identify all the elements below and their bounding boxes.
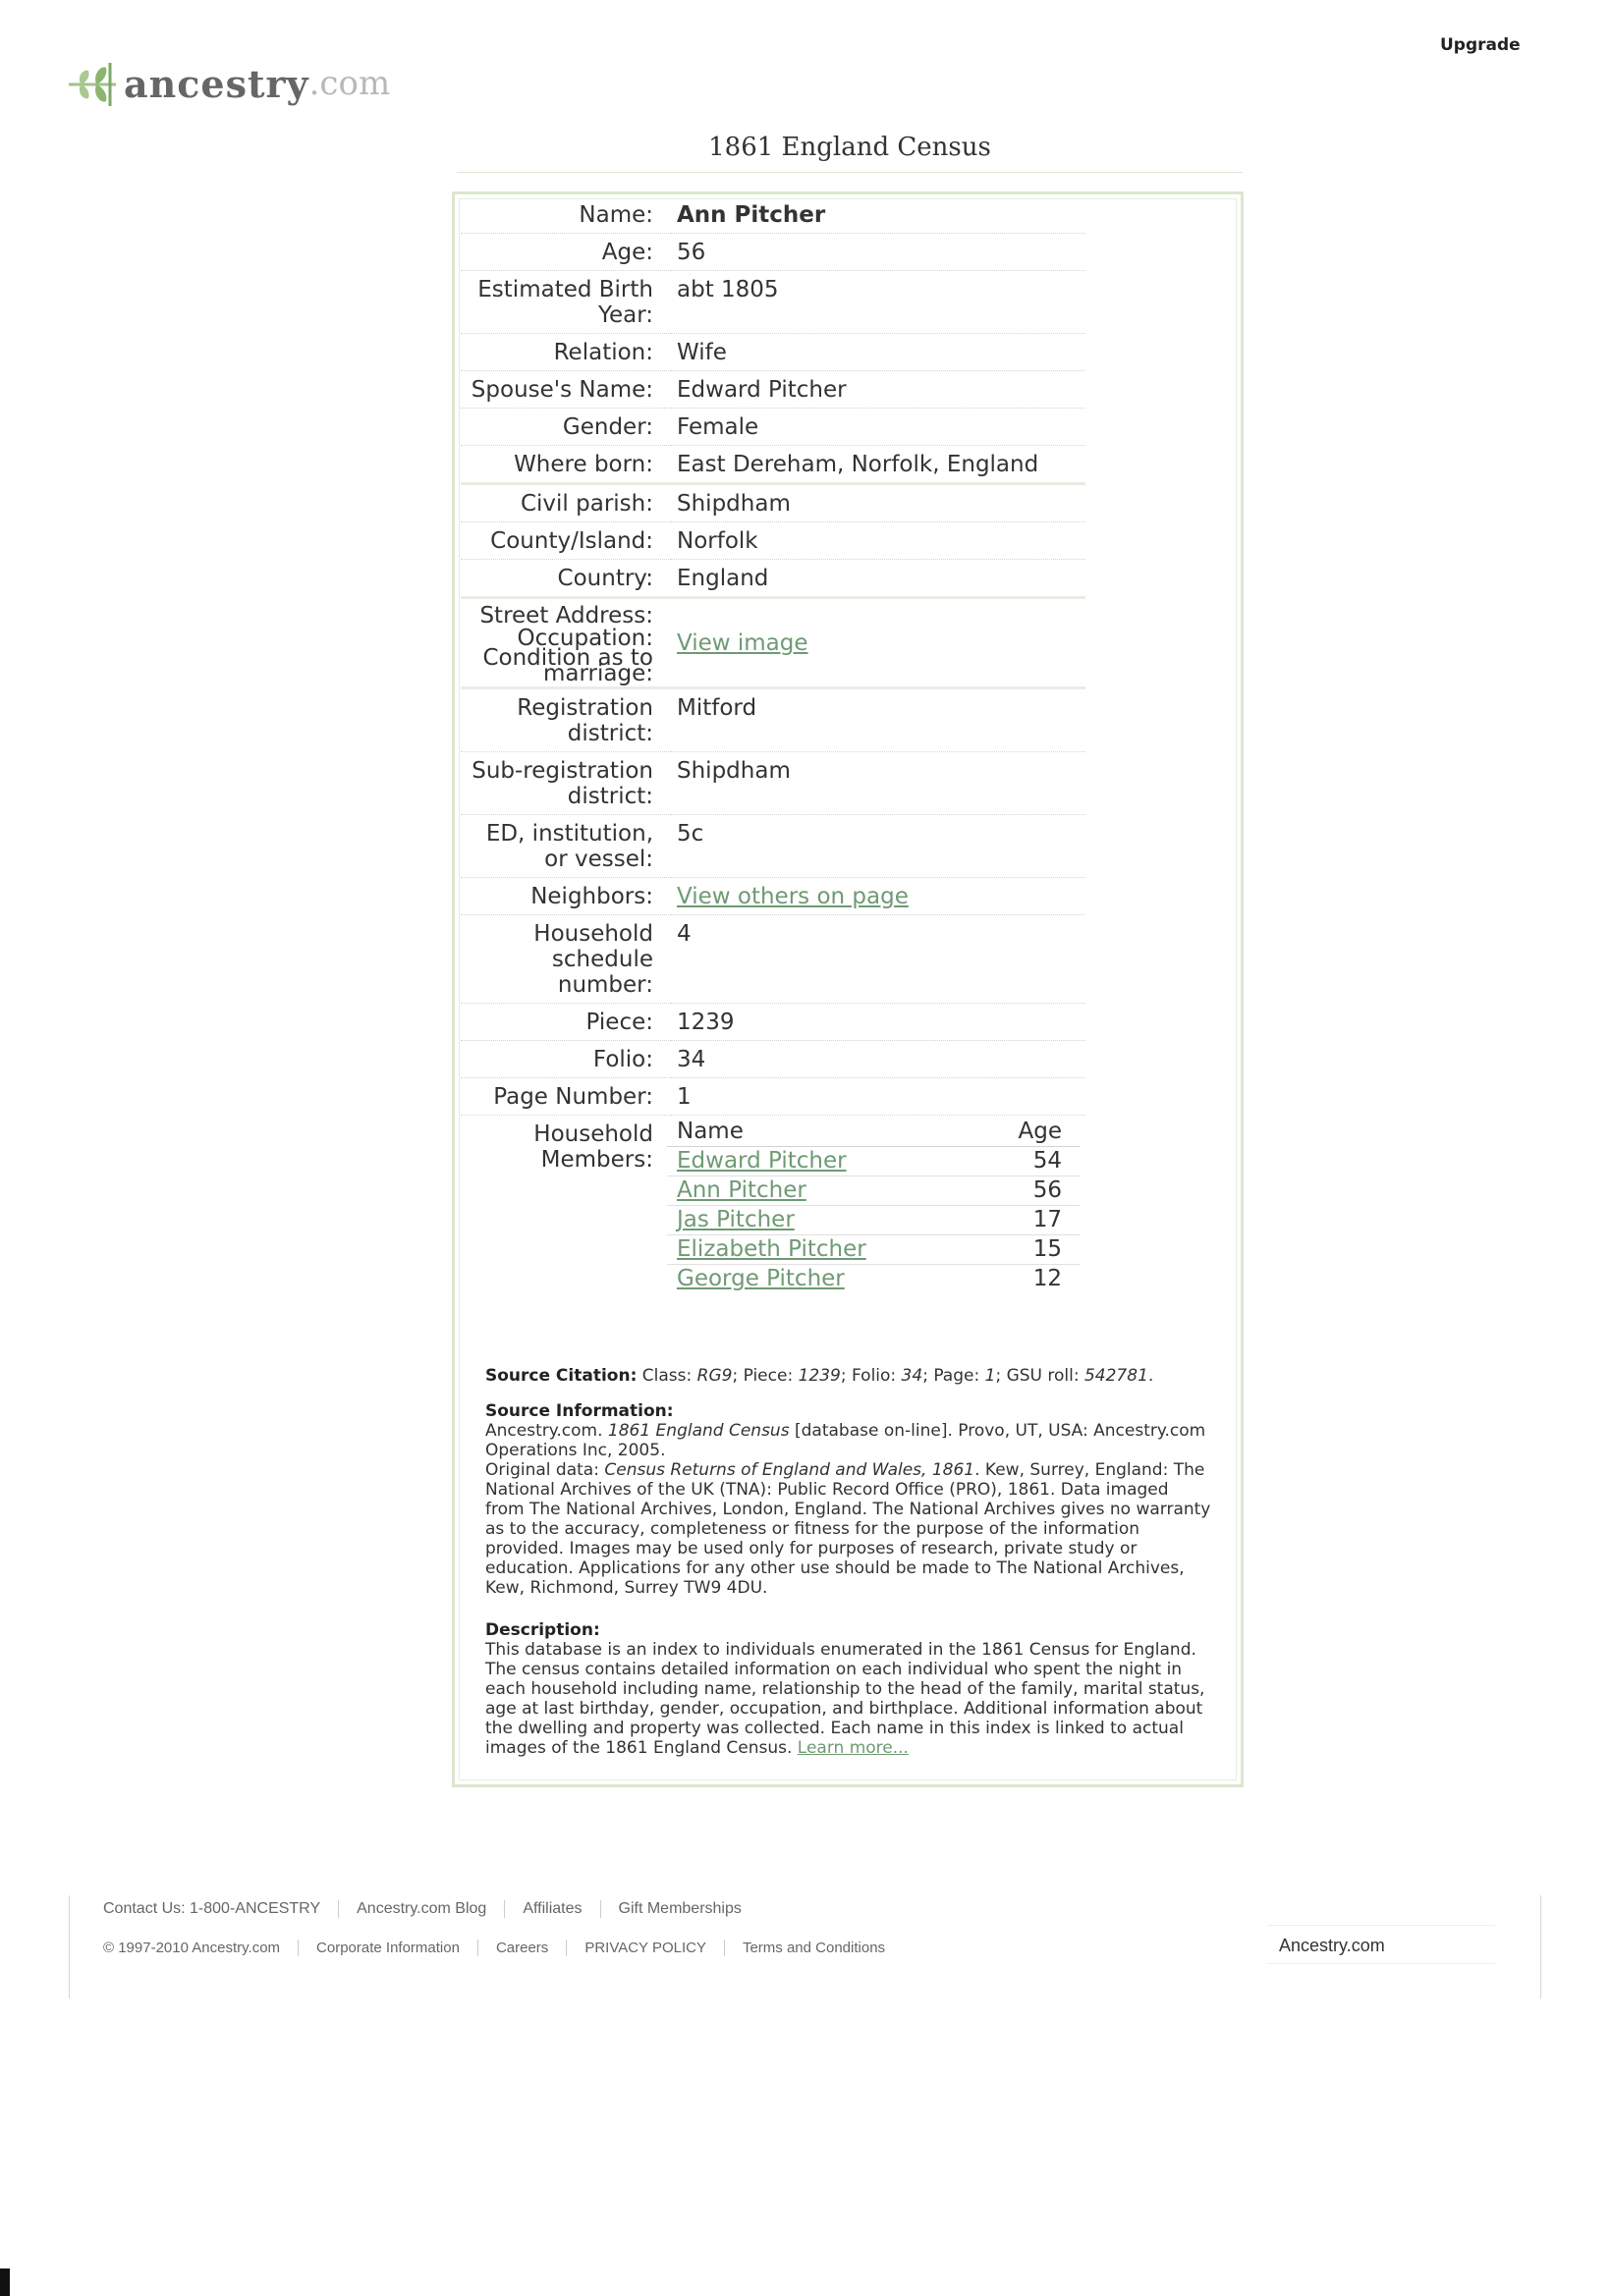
footer-right-border: [1540, 1895, 1541, 1998]
record-table: [461, 196, 1085, 1298]
household-schedule-value: 4: [671, 915, 1085, 1004]
record-row-gender: [461, 409, 1085, 446]
field-label: Sub-registration district:: [461, 752, 671, 815]
household-member-link[interactable]: Ann Pitcher: [677, 1177, 806, 1203]
household-member-row: [667, 1265, 1080, 1294]
copyright-text: © 1997-2010 Ancestry.com: [69, 1940, 299, 1956]
household-member-age: 56: [971, 1176, 1080, 1206]
record-row-county: [461, 522, 1085, 560]
ed-value: 5c: [671, 815, 1085, 878]
page-title: 1861 England Census: [708, 133, 991, 162]
field-label: Gender:: [461, 409, 671, 446]
field-label-group: [461, 598, 671, 688]
household-member-age: 15: [971, 1235, 1080, 1265]
record-row-spouse: [461, 371, 1085, 409]
terms-link[interactable]: Terms and Conditions: [742, 1940, 886, 1956]
scan-edge-mark: [0, 2269, 10, 2296]
gift-memberships-link[interactable]: Gift Memberships: [618, 1900, 742, 1917]
gender-value: Female: [671, 409, 1085, 446]
household-members-table: [667, 1118, 1080, 1293]
record-row-name: [461, 196, 1085, 234]
field-label: Age:: [461, 234, 671, 271]
record-row-registration: [461, 688, 1085, 752]
record-row-age: [461, 234, 1085, 271]
source-information-label: Source Information:: [485, 1401, 674, 1421]
contact-us-link[interactable]: Contact Us: 1-800-ANCESTRY: [69, 1900, 339, 1918]
household-member-age: 54: [971, 1147, 1080, 1176]
view-image-link[interactable]: View image: [677, 630, 808, 656]
occupation-label: Occupation:: [517, 626, 653, 651]
footer: [69, 1900, 903, 1956]
spouse-value: Edward Pitcher: [671, 371, 1085, 409]
household-member-age: 12: [1032, 1266, 1062, 1291]
careers-link[interactable]: Careers: [478, 1940, 567, 1956]
record-row-relation: [461, 334, 1085, 371]
record-row-household-schedule: [461, 915, 1085, 1004]
page-number-value: 1: [671, 1078, 1085, 1116]
ancestry-logo[interactable]: [67, 59, 390, 108]
registration-value: Mitford: [671, 688, 1085, 752]
record-row-folio: [461, 1041, 1085, 1078]
source-information: [485, 1401, 1212, 1598]
field-label: Name:: [461, 196, 671, 234]
record-row-where-born: [461, 446, 1085, 484]
source-information-text: Ancestry.com. 1861 England Census [database on-line]. Provo, UT, USA: Ancestry.com Operations Inc, 2005.: [485, 1421, 1206, 1460]
household-member-link[interactable]: Elizabeth Pitcher: [677, 1236, 866, 1262]
description-section: [485, 1620, 1212, 1758]
record-row-country: [461, 560, 1085, 598]
field-label: Registration district:: [461, 688, 671, 752]
field-label: Household Members:: [533, 1121, 653, 1173]
household-member-row: [667, 1206, 1080, 1235]
field-label: Where born:: [461, 446, 671, 484]
field-label: Country:: [461, 560, 671, 598]
record-row-ed: [461, 815, 1085, 878]
household-member-link[interactable]: Jas Pitcher: [677, 1207, 795, 1232]
household-member-age: 17: [971, 1206, 1080, 1235]
record-row-page-number: [461, 1078, 1085, 1116]
column-header-name: Name: [667, 1118, 971, 1147]
field-label: Piece:: [461, 1004, 671, 1041]
piece-value: 1239: [671, 1004, 1085, 1041]
where-born-value: East Dereham, Norfolk, England: [671, 446, 1085, 484]
sub-registration-value: Shipdham: [671, 752, 1085, 815]
age-value: 56: [671, 234, 1085, 271]
description-text: This database is an index to individuals enumerated in the 1861 Census for England. The census contains detailed information on each individual who spent the night in each household including name, relationship to the head of the family, marital status, age at last birthday, gender, occupation, and birthplace. Additional information about the dwelling and property was collected. Each name in this index is linked to actual images of the 1861 England Census. Learn more...: [485, 1640, 1205, 1758]
source-citation-label: Source Citation:: [485, 1366, 638, 1386]
logo-brand-text: ancestry: [124, 61, 309, 106]
field-label: Estimated Birth Year:: [461, 271, 671, 334]
record-row-sub-registration: [461, 752, 1085, 815]
field-label: ED, institution, or vessel:: [461, 815, 671, 878]
field-label: Spouse's Name:: [461, 371, 671, 409]
field-label: Civil parish:: [461, 484, 671, 522]
street-address-label: Street Address:: [479, 603, 653, 629]
site-selector[interactable]: Ancestry.com: [1267, 1925, 1495, 1964]
description-label: Description:: [485, 1620, 600, 1640]
leaf-logo-icon: [67, 59, 124, 108]
column-header-age: Age: [971, 1118, 1080, 1147]
privacy-policy-link[interactable]: PRIVACY POLICY: [567, 1940, 725, 1956]
logo-suffix-text: .com: [308, 64, 391, 103]
household-header-row: [667, 1118, 1080, 1147]
upgrade-link[interactable]: Upgrade: [1440, 35, 1521, 55]
source-citation: Source Citation: Class: RG9; Piece: 1239; Folio: 34; Page: 1; GSU roll: 542781.: [485, 1366, 1154, 1386]
record-row-civil-parish: [461, 484, 1085, 522]
record-row-neighbors: [461, 878, 1085, 915]
condition-label: Condition as to marriage:: [482, 645, 653, 686]
record-row-birth-year: [461, 271, 1085, 334]
household-member-link[interactable]: George Pitcher: [677, 1266, 845, 1291]
affiliates-link[interactable]: Affiliates: [505, 1900, 600, 1918]
record-row-image-fields: [461, 598, 1085, 688]
field-label: County/Island:: [461, 522, 671, 560]
household-member-row: [667, 1147, 1080, 1176]
county-value: Norfolk: [671, 522, 1085, 560]
field-label: Folio:: [461, 1041, 671, 1078]
country-value: England: [671, 560, 1085, 598]
household-member-link[interactable]: Edward Pitcher: [677, 1148, 847, 1174]
relation-value: Wife: [671, 334, 1085, 371]
field-label: Household schedule number:: [461, 915, 671, 1004]
civil-parish-value: Shipdham: [671, 484, 1085, 522]
household-member-row: [667, 1235, 1080, 1265]
birth-year-value: abt 1805: [671, 271, 1085, 334]
original-data-text: Original data: Census Returns of England and Wales, 1861. Kew, Surrey, England: The National Archives of the UK (TNA): Public Record Office (PRO), 1861. Data imaged from The National Archives, London, England. The National Archives gives no warranty as to the accuracy, completeness or fitness for the purpose of the information provided. Images may be used only for purposes of research, private study or education. Applications for any other use should be made to The National Archives, Kew, Richmond, Surrey TW9 4DU.: [485, 1460, 1211, 1598]
field-label: Neighbors:: [461, 878, 671, 915]
field-label: Page Number:: [461, 1078, 671, 1116]
field-label: Relation:: [461, 334, 671, 371]
record-row-household: [461, 1116, 1085, 1299]
title-divider: [457, 172, 1243, 173]
record-row-piece: [461, 1004, 1085, 1041]
blog-link[interactable]: Ancestry.com Blog: [339, 1900, 505, 1918]
household-member-row: [667, 1176, 1080, 1206]
name-value: Ann Pitcher: [671, 196, 1085, 234]
corporate-info-link[interactable]: Corporate Information: [299, 1940, 478, 1956]
learn-more-link[interactable]: Learn more...: [797, 1738, 909, 1758]
view-neighbors-link[interactable]: View others on page: [677, 884, 909, 909]
folio-value: 34: [671, 1041, 1085, 1078]
